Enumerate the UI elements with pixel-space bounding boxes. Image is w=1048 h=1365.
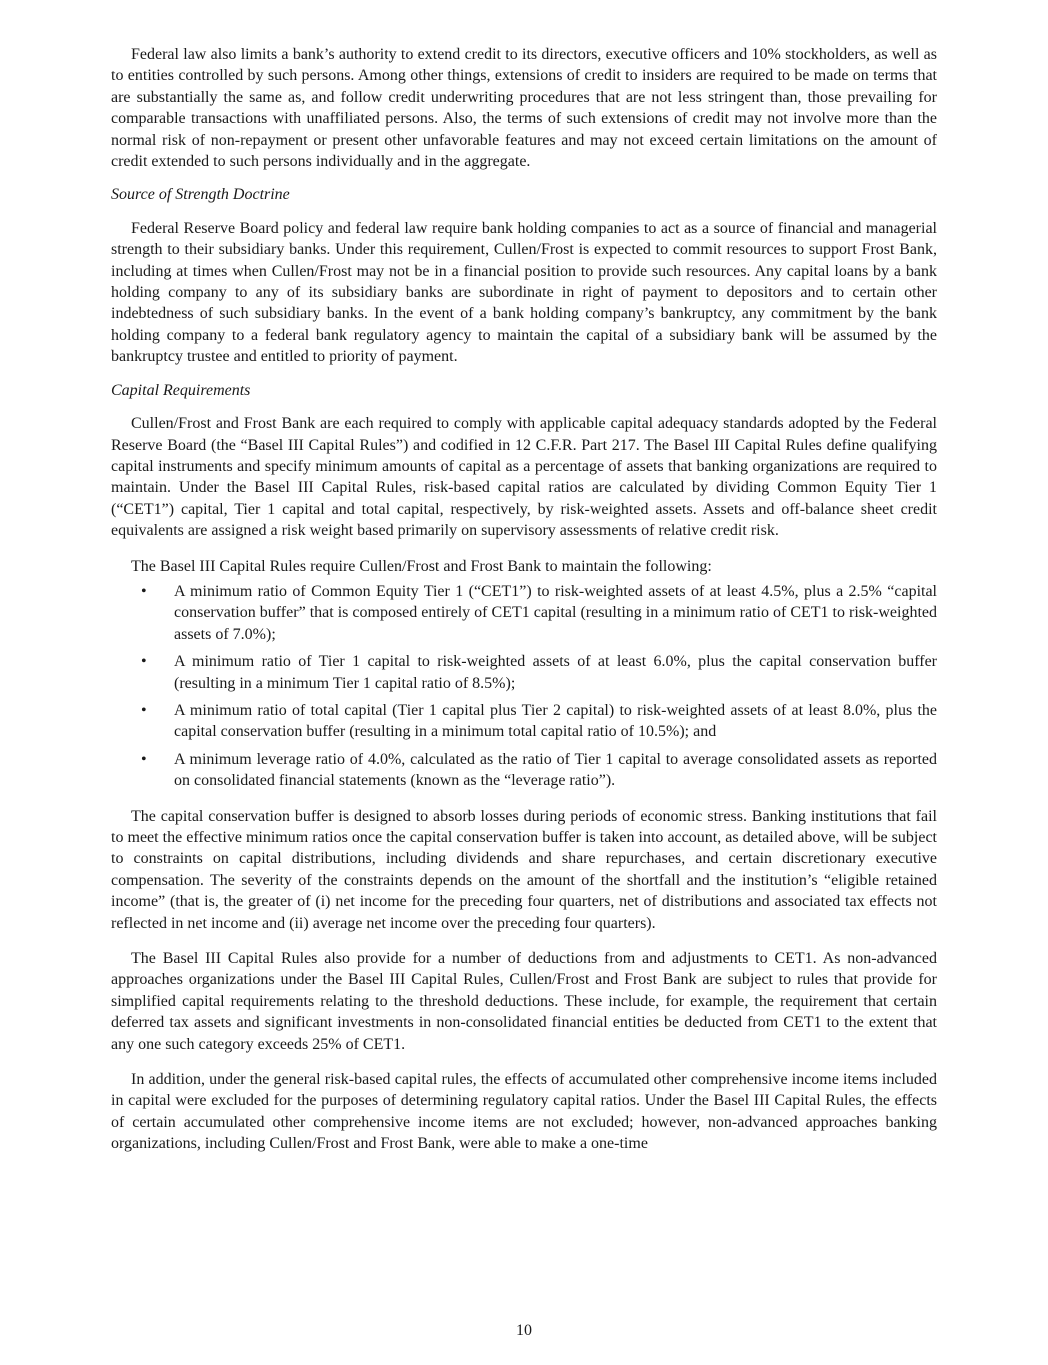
bullet-icon: •	[141, 701, 147, 719]
list-item	[111, 651, 937, 694]
list-item	[111, 581, 937, 645]
list-item-text: A minimum ratio of total capital (Tier 1 capital plus Tier 2 capital) to risk-weighted assets of at least 8.0%, plus the capital conservation buffer (resulting in a minimum total capital ratio of 10.5%); and	[174, 701, 937, 741]
paragraph-requirements-lead: The Basel III Capital Rules require Cullen/Frost and Frost Bank to maintain the following:	[131, 557, 712, 575]
heading-capital-requirements: Capital Requirements	[111, 381, 251, 399]
requirements-list	[111, 581, 937, 792]
paragraph-conservation-buffer: The capital conservation buffer is designed to absorb losses during periods of economic stress. Banking institutions that fail to meet the effective minimum ratios once the capital conservation buffer is taken into account, as detailed above, will be subject to constraints on capital distributions, including dividends and share repurchases, and certain discretionary executive compensation. The severity of the constraints depends on the amount of the shortfall and the institution’s “eligible retained income” (that is, the greater of (i) net income for the preceding four quarters, net of distributions and associated tax effects not reflected in net income and (ii) average net income over the preceding four quarters).	[111, 807, 937, 932]
heading-source-of-strength: Source of Strength Doctrine	[111, 186, 290, 204]
bullet-icon: •	[141, 750, 147, 768]
list-item-text: A minimum ratio of Tier 1 capital to risk-weighted assets of at least 6.0%, plus the capital conservation buffer (resulting in a minimum Tier 1 capital ratio of 8.5%);	[174, 653, 937, 692]
paragraph-insider-credit: Federal law also limits a bank’s authority to extend credit to its directors, executive officers and 10% stockholders, as well as to entities controlled by such persons. Among other things, extensions of credit to insiders are required to be made on terms that are substantially the same as, and follow credit underwriting procedures that are not less stringent than, those prevailing for comparable transactions with unaffiliated persons. Also, the terms of such extensions of credit may not involve more than the normal risk of non-repayment or present other unfavorable features and may not exceed certain limitations on the amount of credit extended to such persons individually and in the aggregate.	[111, 46, 937, 171]
paragraph-deductions: The Basel III Capital Rules also provide for a number of deductions from and adjustments to CET1. As non-advanced approaches organizations under the Basel III Capital Rules, Cullen/Frost and Frost Bank are subject to rules that provide for simplified capital requirements relating to the threshold deductions. These include, for example, the requirement that certain deferred tax assets and significant investments in non-consolidated financial entities be deducted from CET1 to the extent that any one such category exceeds 25% of CET1.	[111, 950, 937, 1053]
list-item	[111, 749, 937, 792]
list-item-text: A minimum leverage ratio of 4.0%, calculated as the ratio of Tier 1 capital to average consolidated assets as reported on consolidated financial statements (known as the “leverage ratio”).	[174, 750, 937, 790]
document-page	[111, 44, 937, 1155]
paragraph-aoci: In addition, under the general risk-based capital rules, the effects of accumulated other comprehensive income items included in capital were excluded for the purposes of determining regulatory capital ratios. Under the Basel III Capital Rules, the effects of certain accumulated other comprehensive income items are not excluded; however, non-advanced approaches banking organizations, including Cullen/Frost and Frost Bank, were able to make a one-time	[111, 1071, 937, 1153]
list-item-text: A minimum ratio of Common Equity Tier 1 (“CET1”) to risk-weighted assets of at least 4.5%, plus a 2.5% “capital conservation buffer” that is composed entirely of CET1 capital (resulting in a minimum ratio of CET1 to risk-weighted assets of 7.0%);	[174, 582, 937, 643]
list-item	[111, 700, 937, 743]
bullet-icon: •	[141, 653, 147, 671]
bullet-icon: •	[141, 582, 147, 600]
paragraph-capital-intro: Cullen/Frost and Frost Bank are each required to comply with applicable capital adequacy standards adopted by the Federal Reserve Board (the “Basel III Capital Rules”) and codified in 12 C.F.R. Part 217. The Basel III Capital Rules define qualifying capital instruments and specify minimum amounts of capital as a percentage of assets that banking organizations are required to maintain. Under the Basel III Capital Rules, risk-based capital ratios are calculated by dividing Common Equity Tier 1 (“CET1”) capital, Tier 1 capital and total capital, respectively, by risk-weighted assets. Assets and off-balance sheet credit equivalents are assigned a risk weight based primarily on supervisory assessments of relative credit risk.	[111, 415, 937, 540]
page-number: 10	[516, 1322, 532, 1339]
paragraph-source-of-strength: Federal Reserve Board policy and federal law require bank holding companies to act as a source of financial and managerial strength to their subsidiary banks. Under this requirement, Cullen/Frost is expected to commit resources to support Frost Bank, including at times when Cullen/Frost may not be in a financial position to provide such resources. Any capital loans by a bank holding company to any of its subsidiary banks are subordinate in right of payment to depositors and to certain other indebtedness of such subsidiary banks. In the event of a bank holding company’s bankruptcy, any commitment by the bank holding company to a federal bank regulatory agency to maintain the capital of a subsidiary bank will be assumed by the bankruptcy trustee and entitled to priority of payment.	[111, 219, 937, 366]
